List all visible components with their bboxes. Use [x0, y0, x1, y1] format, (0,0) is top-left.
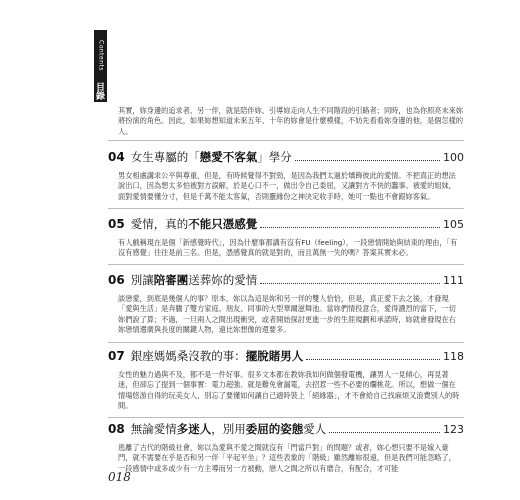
- divider: [108, 140, 464, 141]
- intro-paragraph: 其實，妳身邊的追求者、另一伴，就是陪伴妳、引導妳走向人生不同階段的引路者；同時，也為你照亮未來妳將扮演的角色。因此，如果妳想知道未來五年、十年的妳會是什麼模樣，不妨先看看妳身邊的他，是個怎樣的人。: [118, 106, 464, 136]
- leader-dots: [306, 350, 440, 360]
- entry-number: 08: [108, 422, 125, 436]
- toc-entry-04[interactable]: [108, 149, 464, 202]
- entry-number: 07: [108, 349, 125, 363]
- title-part: ，別用: [211, 422, 246, 436]
- divider: [108, 264, 464, 265]
- leader-dots: [260, 218, 440, 228]
- leader-dots: [295, 151, 440, 161]
- title-part: 送葬妳的愛情: [188, 273, 258, 287]
- leader-dots: [260, 274, 440, 284]
- divider: [108, 417, 464, 418]
- title-highlight: 擺脫賭男人: [245, 349, 304, 363]
- page-number: 111: [443, 274, 464, 287]
- toc-heading[interactable]: [108, 421, 464, 439]
- title-highlight: 不能只憑感覺: [188, 217, 258, 231]
- entry-summary: 逃離了古代的階級社會，妳以為愛與不愛之間就沒有「門當戶對」的問題？或者，妳心想只要不是嫁入豪門，就不需要在乎是否和另一伴「平起平坐」？這些表象的「階級」雖然離妳很遠，但是我們可能忽略了，一段感情中或多或少有一方主導而另一方被動，戀人之間之所以有磨合，有配合，才可能: [118, 443, 456, 473]
- entry-number: 04: [108, 150, 125, 164]
- entry-summary: 男女相處講求公平與尊重，但是，有時候覺得不對勁，是因為我們太過於矯飾彼此的愛情。不把真正的想法說出口，因為想太多怕被對方誤解，於是心口不一，做出令自己委屈，又讓對方不快的蠢事。被愛的姐妹，面對愛情要懂分寸，但是千萬不能太客氣，否則靈緣份之神決定收手時，她可一點也不會跟妳客氣。: [118, 171, 456, 201]
- entry-summary: 女性的魅力過與不及，都不是一件好事。很多文本都在教妳我如何做個發電機，讓男人一見傾心，再見著迷，但卻忘了提到一個事實：電力超強、就是難免會漏電，去招惹一些不必要的爛桃花。所以，想做一個在情場悠游自得的玩美女人，別忘了要懂如何讓自己適時裝上「絕緣器」，才不會給自己找麻煩又浪費別人的時間。: [118, 370, 460, 410]
- entry-summary: 談戀愛，到底是幾個人的事？原本，妳以為這是妳和另一伴的雙人恰恰，但是，真正愛下去之後，才發現「愛與生活」是奔騰了雙方家庭、朋友、同事的大型華爾滋舞池。當妳們情投意合，愛得濃烈的當下，一切妳們說了算；不過，一旦兩人之間出現衝突，或者開始探討更進一步的生涯規劃和承諾時，妳就會發現在右妳戀情遺廣與長度的關鍵人物，遠比妳想像的還要多。: [118, 294, 456, 334]
- leader-dots: [329, 423, 440, 433]
- title-highlight: 委屈的姿態: [245, 422, 304, 436]
- title-part: 無論愛情: [130, 422, 177, 436]
- page-number: 105: [443, 218, 464, 231]
- toc-heading[interactable]: [108, 272, 464, 290]
- title-part: 愛情，真的: [130, 217, 189, 231]
- toc-entry-07[interactable]: [108, 348, 464, 411]
- title-highlight: 戀愛不客氣: [199, 150, 258, 164]
- title-part: 愛人: [303, 422, 327, 436]
- toc-heading[interactable]: [108, 348, 464, 366]
- toc-heading[interactable]: [108, 216, 464, 234]
- title-highlight: 多迷人: [176, 422, 212, 436]
- title-part: 別讓: [130, 273, 154, 287]
- title-part: 女生專屬的「: [130, 150, 200, 164]
- title-highlight: 陪審團: [153, 273, 189, 287]
- side-tab-english-label: Contents: [97, 40, 105, 71]
- title-part: 銀座媽媽桑沒教的事：: [130, 349, 246, 363]
- contents-page: [108, 0, 464, 500]
- page-number: 118: [443, 350, 464, 363]
- divider: [108, 342, 464, 343]
- intro-block: [108, 106, 464, 137]
- entry-summary: 有人戲稱現在是個「新感覺時代」，因為什麼事都講有沒有FU（feeling），一段戀情開始與結束的理由，「有沒有感覺」往往是前三名。但是，憑感覺真的就是對的，而且萬無一失的嗎？答案其實未必。: [118, 238, 458, 258]
- side-tab-chinese-label: 目錄: [95, 83, 105, 102]
- title-part: 」學分: [257, 150, 292, 164]
- page-number: 100: [443, 151, 464, 164]
- toc-entry-06[interactable]: [108, 272, 464, 335]
- page-folio: 018: [108, 470, 131, 484]
- chapter-side-tab: [94, 30, 107, 102]
- entry-number: 06: [108, 273, 125, 287]
- toc-entry-05[interactable]: [108, 216, 464, 259]
- toc-entry-08[interactable]: [108, 421, 464, 474]
- divider: [108, 208, 464, 209]
- entry-number: 05: [108, 217, 125, 231]
- page-number: 123: [443, 423, 464, 436]
- toc-heading[interactable]: [108, 149, 464, 167]
